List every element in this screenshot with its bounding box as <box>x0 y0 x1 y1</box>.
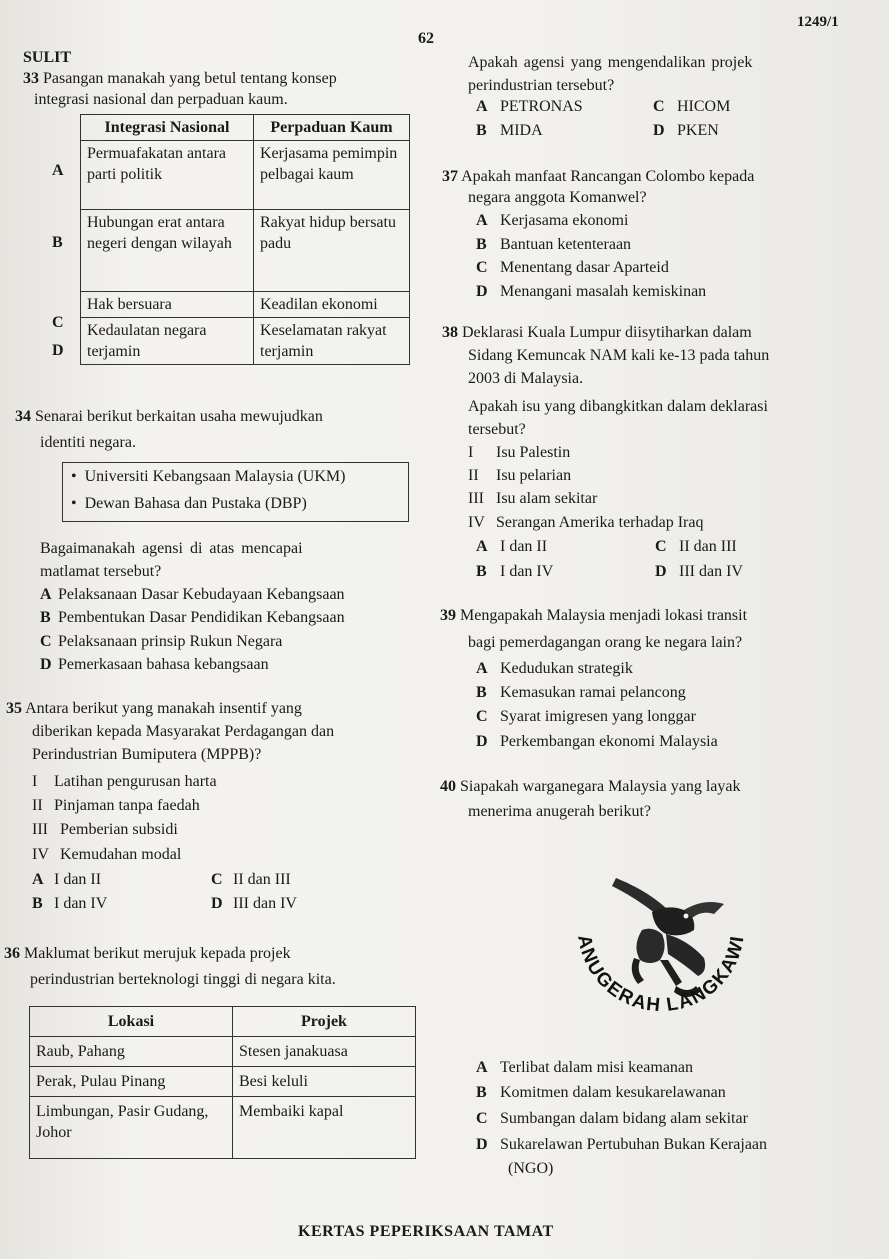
emblem-text: ANUGERAH LANGKAWI <box>573 933 749 1017</box>
q40-option-a[interactable]: A Terlibat dalam misi keamanan <box>476 1059 694 1076</box>
q36-cell: Perak, Pulau Pinang <box>30 1067 233 1097</box>
q36-option-c[interactable]: C HICOM <box>653 98 731 115</box>
q36-cell: Besi keluli <box>233 1067 416 1097</box>
list-item: III Isu alam sekitar <box>468 490 598 507</box>
list-item: I Isu Palestin <box>468 444 571 461</box>
q38-stem <box>442 324 752 342</box>
list-item: II Isu pelarian <box>468 467 572 484</box>
q39-option-d[interactable]: D Perkembangan ekonomi Malaysia <box>476 733 718 750</box>
anugerah-langkawi-emblem <box>556 868 766 1046</box>
bullet-icon: • <box>71 468 77 485</box>
page-number: 62 <box>418 30 434 47</box>
q36-stem-line1: Maklumat berikut merujuk kepada projek <box>24 945 291 962</box>
q38-option-b[interactable]: B I dan IV <box>476 563 554 580</box>
q35-option-a[interactable]: A I dan II <box>32 871 102 888</box>
q36-option-b[interactable]: B MIDA <box>476 122 543 139</box>
list-item: • Universiti Kebangsaan Malaysia (UKM) <box>71 468 346 485</box>
q36-col2-header: Projek <box>233 1007 416 1037</box>
table-row <box>81 318 410 365</box>
q36-cell: Membaiki kapal <box>233 1097 416 1159</box>
q35-stem <box>6 700 302 718</box>
q36-option-a[interactable]: A PETRONAS <box>476 98 583 115</box>
table-row <box>30 1067 416 1097</box>
q39-option-c[interactable]: C Syarat imigresen yang longgar <box>476 708 696 725</box>
q38-number: 38 <box>442 324 458 341</box>
q39-option-b[interactable]: B Kemasukan ramai pelancong <box>476 684 686 701</box>
q34-stem-line2: identiti negara. <box>40 434 136 451</box>
q33-cell: Keadilan ekonomi <box>254 292 410 318</box>
q33-option-label-a: A <box>52 162 64 179</box>
q35-stem-line3: Perindustrian Bumiputera (MPPB)? <box>32 746 262 763</box>
q39-number: 39 <box>440 607 456 624</box>
q34-stem <box>15 408 323 426</box>
q40-option-b[interactable]: B Komitmen dalam kesukarelawanan <box>476 1084 726 1101</box>
sulit-label: SULIT <box>23 49 72 66</box>
q40-option-c[interactable]: C Sumbangan dalam bidang alam sekitar <box>476 1110 748 1127</box>
q33-cell: Kerjasama pemimpin pelbagai kaum <box>254 141 410 210</box>
q38-stem-line1: Deklarasi Kuala Lumpur diisytiharkan dalam <box>462 324 752 341</box>
q38-option-c[interactable]: C II dan III <box>655 538 737 555</box>
q38-question-line1: Apakah isu yang dibangkitkan dalam deklarasi <box>468 398 768 415</box>
q37-stem-line2: negara anggota Komanwel? <box>468 189 647 206</box>
table-row <box>81 292 410 318</box>
q36-cell: Limbungan, Pasir Gudang, Johor <box>30 1097 233 1159</box>
q34-option-a[interactable]: A Pelaksanaan Dasar Kebudayaan Kebangsaan <box>40 586 345 603</box>
q38-stem-line3: 2003 di Malaysia. <box>468 370 584 387</box>
q33-cell: Hubungan erat antara negeri dengan wilayah <box>81 210 254 292</box>
table-row <box>30 1037 416 1067</box>
q38-option-d[interactable]: D III dan IV <box>655 563 743 580</box>
table-row <box>30 1097 416 1159</box>
q35-option-d[interactable]: D III dan IV <box>211 895 297 912</box>
list-item: IV Serangan Amerika terhadap Iraq <box>468 514 704 531</box>
end-of-paper: KERTAS PEPERIKSAAN TAMAT <box>298 1223 554 1240</box>
q33-stem-line1: Pasangan manakah yang betul tentang konsep <box>43 70 337 87</box>
q33-cell: Permuafakatan antara parti politik <box>81 141 254 210</box>
table-row <box>81 141 410 210</box>
q40-stem <box>440 778 740 796</box>
list-item: II Pinjaman tanpa faedah <box>32 797 200 814</box>
q35-number: 35 <box>6 700 22 717</box>
q34-option-c[interactable]: C Pelaksanaan prinsip Rukun Negara <box>40 633 283 650</box>
q36-stem <box>4 945 291 963</box>
q35-stem-line1: Antara berikut yang manakah insentif yang <box>25 700 302 717</box>
q39-stem-line1: Mengapakah Malaysia menjadi lokasi transit <box>460 607 748 624</box>
q33-cell: Keselamatan rakyat terjamin <box>254 318 410 365</box>
q40-stem-line2: menerima anugerah berikut? <box>468 803 652 820</box>
list-item: I Latihan pengurusan harta <box>32 773 217 790</box>
q33-stem <box>23 70 337 88</box>
q40-number: 40 <box>440 778 456 795</box>
q38-question-line2: tersebut? <box>468 421 526 438</box>
q33-table <box>80 114 410 365</box>
q33-cell: Kedaulatan negara terjamin <box>81 318 254 365</box>
q36-cont-line1: Apakah agensi yang mengendalikan projek <box>468 54 753 71</box>
q34-stem-line1: Senarai berikut berkaitan usaha mewujudkan <box>35 408 323 425</box>
q34-list-box <box>62 462 409 522</box>
q33-cell: Hak bersuara <box>81 292 254 318</box>
list-item: • Dewan Bahasa dan Pustaka (DBP) <box>71 495 307 512</box>
q39-stem <box>440 607 747 625</box>
q34-question-line1: Bagaimanakah agensi di atas mencapai <box>40 540 303 557</box>
q35-option-b[interactable]: B I dan IV <box>32 895 108 912</box>
q34-number: 34 <box>15 408 31 425</box>
q37-option-d[interactable]: D Menangani masalah kemiskinan <box>476 283 707 300</box>
paper-code: 1249/1 <box>797 14 839 30</box>
q36-table <box>29 1006 416 1159</box>
q36-stem-line2: perindustrian berteknologi tinggi di negara kita. <box>30 971 336 988</box>
q35-stem-line2: diberikan kepada Masyarakat Perdagangan dan <box>32 723 335 740</box>
q37-option-b[interactable]: B Bantuan ketenteraan <box>476 236 632 253</box>
q36-option-d[interactable]: D PKEN <box>653 122 719 139</box>
q38-option-a[interactable]: A I dan II <box>476 538 548 555</box>
q35-option-c[interactable]: C II dan III <box>211 871 291 888</box>
q37-number: 37 <box>442 168 458 185</box>
list-item: III Pemberian subsidi <box>32 821 178 838</box>
q36-cell: Raub, Pahang <box>30 1037 233 1067</box>
q38-stem-line2: Sidang Kemuncak NAM kali ke-13 pada tahun <box>468 347 770 364</box>
q33-col1-header: Integrasi Nasional <box>81 115 254 141</box>
q33-number: 33 <box>23 70 39 87</box>
q40-option-d-cont: (NGO) <box>508 1160 554 1177</box>
q39-stem-line2: bagi pemerdagangan orang ke negara lain? <box>468 634 743 651</box>
q37-option-a[interactable]: A Kerjasama ekonomi <box>476 212 629 229</box>
q33-cell: Rakyat hidup bersatu padu <box>254 210 410 292</box>
q33-option-label-c: C <box>52 314 64 331</box>
q40-option-d[interactable]: D Sukarelawan Pertubuhan Bukan Kerajaan <box>476 1136 768 1153</box>
q33-stem-line2: integrasi nasional dan perpaduan kaum. <box>34 91 288 108</box>
bullet-icon: • <box>71 495 77 512</box>
q37-stem <box>442 168 754 186</box>
q36-cont-line2: perindustrian tersebut? <box>468 77 615 94</box>
q37-stem-line1: Apakah manfaat Rancangan Colombo kepada <box>461 168 755 185</box>
q40-stem-line1: Siapakah warganegara Malaysia yang layak <box>460 778 741 795</box>
q39-option-a[interactable]: A Kedudukan strategik <box>476 660 633 677</box>
q37-option-c[interactable]: C Menentang dasar Aparteid <box>476 259 669 276</box>
q33-option-label-d: D <box>52 342 64 359</box>
table-row <box>81 210 410 292</box>
q33-option-label-b: B <box>52 234 63 251</box>
list-item: IV Kemudahan modal <box>32 846 182 863</box>
q36-number: 36 <box>4 945 20 962</box>
q34-option-d[interactable]: D Pemerkasaan bahasa kebangsaan <box>40 656 269 673</box>
q36-col1-header: Lokasi <box>30 1007 233 1037</box>
q34-question-line2: matlamat tersebut? <box>40 563 162 580</box>
q33-col2-header: Perpaduan Kaum <box>254 115 410 141</box>
q36-cell: Stesen janakuasa <box>233 1037 416 1067</box>
q34-option-b[interactable]: B Pembentukan Dasar Pendidikan Kebangsaan <box>40 609 345 626</box>
